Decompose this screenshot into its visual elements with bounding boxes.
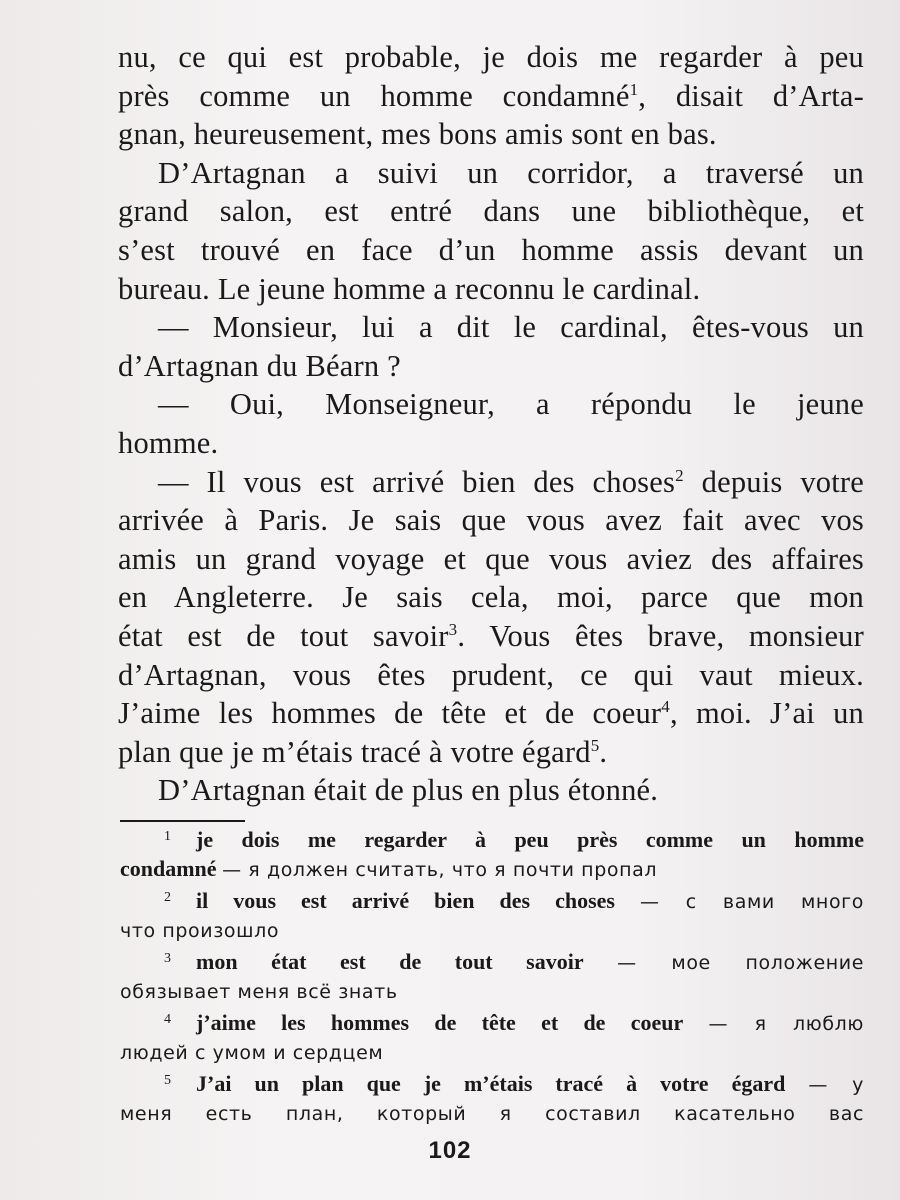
footnote-french: je dois me regarder à peu près comme un homme (196, 827, 864, 852)
text-line: — Oui, Monseigneur, a répondu le jeune (158, 387, 864, 422)
footnote-french: J’ai un plan que je m’étais tracé à votre égard (196, 1071, 786, 1096)
text-line: nu, ce qui est probable, je dois me regarder à peu (118, 40, 864, 74)
footnote-russian: — с вами много (639, 891, 864, 913)
footnote-ref: 5 (590, 735, 600, 755)
footnote-russian: меня есть план, который я составил касательно вас (120, 1102, 864, 1125)
footnote-russian: — у (808, 1074, 865, 1096)
text-line: J’aime les hommes de tête et de coeur$^4$, moi. J’ai un (118, 696, 864, 731)
text-line: D’Artagnan était de plus en plus étonné. (158, 773, 659, 808)
text-line: — Il vous est arrivé bien des choses$^2$ depuis votre (158, 464, 864, 499)
footnote-number: 5 (164, 1073, 171, 1088)
text-line: D’Artagnan a suivi un corridor, a traversé un (158, 155, 864, 190)
paragraph-5 (118, 463, 864, 772)
footnote-number: 4 (164, 1012, 171, 1027)
footnote-ref: 1 (629, 79, 639, 99)
footnote-french: il vous est arrivé bien des choses (196, 888, 615, 913)
footnote-russian: людей с умом и сердцем (120, 1041, 384, 1064)
paragraph-4 (118, 385, 864, 462)
footnote-ref: 3 (448, 619, 458, 639)
footnote-3 (120, 948, 864, 1006)
footnote-russian: — я должен считать, что я почти пропал (222, 858, 658, 881)
footnote-2 (120, 887, 864, 945)
text-line: grand salon, est entré dans une bibliothèque, et (118, 194, 864, 229)
footnote-russian: — мое положение (617, 952, 864, 974)
footnote-french: mon état est de tout savoir (196, 949, 584, 974)
text-line: état est de tout savoir$^3$. Vous êtes brave, monsieur (118, 618, 864, 653)
footnote-number: 1 (164, 829, 171, 844)
paragraph-3 (118, 308, 864, 385)
footnote-number: 2 (164, 890, 171, 905)
paragraph-1 (118, 38, 864, 154)
page-number: 102 (428, 1137, 472, 1164)
footnote-russian: — я люблю (708, 1013, 865, 1035)
footnote-french: condamné (120, 855, 217, 881)
footnote-4 (120, 1009, 864, 1067)
footnote-russian: обязывает меня всё знать (120, 980, 398, 1003)
footnote-5 (120, 1070, 864, 1128)
text-line: près comme un homme condamné$^1$, disait d’Arta- (118, 78, 864, 113)
text-line: plan que je m’étais tracé à votre égard$^5$. (118, 734, 608, 769)
footnote-number: 3 (164, 951, 171, 966)
paragraph-2 (118, 154, 864, 308)
text-line: s’est trouvé en face d’un homme assis devant un (118, 232, 864, 267)
footnote-divider (120, 820, 245, 822)
text-line: gnan, heureusement, mes bons amis sont en bas. (118, 117, 717, 152)
text-line: — Monsieur, lui a dit le cardinal, êtes-vous un (158, 310, 864, 345)
text-line: arrivée à Paris. Je sais que vous avez fait avec vos (118, 503, 864, 538)
footnote-ref: 4 (661, 696, 670, 716)
footnote-russian: что произошло (120, 919, 280, 942)
text-line: en Angleterre. Je sais cela, moi, parce que mon (118, 580, 864, 615)
footnote-ref: 2 (675, 465, 684, 485)
text-line: amis un grand voyage et que vous aviez des affaires (118, 541, 864, 576)
footnote-1 (120, 826, 864, 884)
text-line: bureau. Le jeune homme a reconnu le cardinal. (118, 271, 701, 306)
text-line: homme. (118, 425, 219, 460)
paragraph-6 (118, 771, 864, 810)
body-text (118, 38, 864, 810)
footnotes (120, 826, 864, 1131)
footnote-french: j’aime les hommes de tête et de coeur (196, 1010, 684, 1035)
text-line: d’Artagnan du Béarn ? (118, 348, 401, 383)
text-line: d’Artagnan, vous êtes prudent, ce qui vaut mieux. (118, 657, 864, 692)
